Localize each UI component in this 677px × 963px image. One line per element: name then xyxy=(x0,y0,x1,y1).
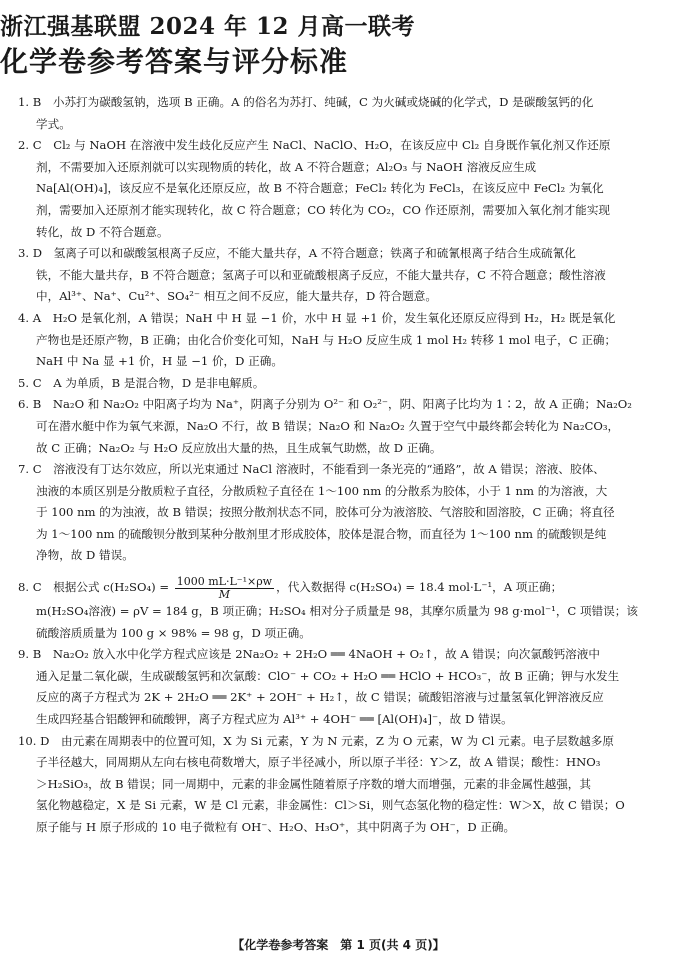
fraction-numerator: 1000 mL·L⁻¹×ρw xyxy=(176,574,273,588)
answer-line: 2. C Cl₂ 与 NaOH 在溶液中发生歧化反应产生 NaCl、NaClO、H₂O，在该反应中 Cl₂ 自身既作氧化剂又作还原 xyxy=(18,138,611,153)
answer-line: 中，Al³⁺、Na⁺、Cu²⁺、SO₄²⁻ 相互之间不反应，能大量共存，D 符合题意。 xyxy=(36,289,437,304)
page-footer: 【化学卷参考答案 第 1 页(共 4 页)】 xyxy=(232,938,445,952)
answer-line: 可在潜水艇中作为氧气来源，Na₂O 不行，故 B 错误；Na₂O 和 Na₂O₂ 久置于空气中最终都会转化为 Na₂CO₃， xyxy=(36,418,620,433)
answer-line: ，代入数据得 c(H₂SO₄) = 18.4 mol·L⁻¹，A 项正确； xyxy=(276,580,563,595)
page-subtitle: 化学卷参考答案与评分标准 xyxy=(0,45,349,78)
answer-line: 10. D 由元素在周期表中的位置可知，X 为 Si 元素，Y 为 N 元素，Z 为 O 元素，W 为 Cl 元素。电子层数越多原 xyxy=(18,733,614,748)
answer-item-2 xyxy=(18,135,659,243)
answer-line: 7. C 溶液没有丁达尔效应，所以光束通过 NaCl 溶液时，不能看到一条光亮的“通路”，故 A 错误；溶液、胶体、 xyxy=(18,462,605,477)
answer-line: 学式。 xyxy=(36,116,71,131)
answer-line: 氢化物越稳定，X 是 Si 元素，W 是 Cl 元素，非金属性：Cl＞Si，则气态氢化物的稳定性：W＞X，故 C 错误；O xyxy=(36,798,625,813)
formula-fraction xyxy=(175,576,274,601)
answer-line: 反应的离子方程式为 2K + 2H₂O ══ 2K⁺ + 2OH⁻ + H₂↑，故 C 错误；硫酸铝溶液与过量氢氧化钾溶液反应 xyxy=(36,690,604,705)
answer-line: 4. A H₂O 是氧化剂，A 错误；NaH 中 H 显 −1 价，水中 H 显 +1 价，发生氧化还原反应得到 H₂，H₂ 既是氧化 xyxy=(18,310,616,325)
answer-line: 生成四羟基合铝酸钾和硫酸钾，离子方程式应为 Al³⁺ + 4OH⁻ ══ [Al(OH)₄]⁻，故 D 错误。 xyxy=(36,712,513,727)
answer-line: 剂，不需要加入还原剂就可以实现物质的转化，故 A 不符合题意；Al₂O₃ 与 NaOH 溶液反应生成 xyxy=(36,159,537,174)
answer-item-3 xyxy=(18,243,659,308)
answer-line: 净物，故 D 错误。 xyxy=(36,548,134,563)
answer-item-4 xyxy=(18,308,659,373)
answer-line: Na[Al(OH)₄]，该反应不是氧化还原反应，故 B 不符合题意；FeCl₂ 转化为 FeCl₃，在该反应中 FeCl₂ 为氧化 xyxy=(36,181,604,196)
answer-item-8 xyxy=(18,573,659,644)
answer-line: 于 100 nm 的为浊液，故 B 错误；按照分散剂状态不同，胶体可分为液溶胶、气溶胶和固溶胶，C 正确；将直径 xyxy=(36,505,615,520)
answer-line: 5. C A 为单质，B 是混合物，D 是非电解质。 xyxy=(18,375,265,390)
answer-line: 子半径越大，同周期从左向右核电荷数增大，原子半径减小，所以原子半径：Y＞Z，故 A 错误；酸性：HNO₃ xyxy=(36,755,601,770)
fraction-denominator: M xyxy=(218,587,231,601)
answer-item-6 xyxy=(18,394,659,459)
answer-item-1 xyxy=(18,92,659,135)
answer-line: NaH 中 Na 显 +1 价，H 显 −1 价，D 正确。 xyxy=(36,354,283,369)
answer-line: 8. C 根据公式 c(H₂SO₄) = xyxy=(18,580,173,595)
answer-line: 浊液的本质区别是分散质粒子直径，分散质粒子直径在 1～100 nm 的分散系为胶体，小于 1 nm 的为溶液，大 xyxy=(36,483,608,498)
answer-item-5 xyxy=(18,373,659,395)
answer-item-7 xyxy=(18,459,659,567)
answer-item-10 xyxy=(18,731,659,839)
answer-line: 故 C 正确；Na₂O₂ 与 H₂O 反应放出大量的热，且生成氧气助燃，故 D 正确。 xyxy=(36,440,442,455)
answer-line: 1. B 小苏打为碳酸氢钠，选项 B 正确。A 的俗名为苏打、纯碱，C 为火碱或烧碱的化学式，D 是碳酸氢钙的化 xyxy=(18,95,594,109)
page-title: 浙江强基联盟 2024 年 12 月高一联考 xyxy=(0,13,416,40)
answer-line: 原子能与 H 原子形成的 10 电子微粒有 OH⁻、H₂O、H₃O⁺，其中阴离子为 OH⁻，D 正确。 xyxy=(36,820,516,834)
answer-line: 铁，不能大量共存，B 不符合题意；氢离子可以和亚硫酸根离子反应，不能大量共存，C 不符合题意；酸性溶液 xyxy=(36,267,606,282)
answer-line: m(H₂SO₄溶液) = ρV = 184 g，B 项正确；H₂SO₄ 相对分子质量是 98，其摩尔质量为 98 g·mol⁻¹，C 项错误；该 xyxy=(36,604,638,619)
answer-line: 为 1～100 nm 的硫酸钡分散到某种分散剂里才形成胶体，胶体是混合物，而直径为 1～100 nm 的硫酸钡是纯 xyxy=(36,526,607,541)
answer-line: 产物也是还原产物，B 正确；由化合价变化可知，NaH 与 H₂O 反应生成 1 mol H₂ 转移 1 mol 电子，C 正确； xyxy=(36,332,617,347)
answer-line: 通入足量二氧化碳，生成碳酸氢钙和次氯酸：ClO⁻ + CO₂ + H₂O ══ HClO + HCO₃⁻，故 B 正确；钾与水发生 xyxy=(36,668,620,683)
answer-line: 剂，需要加入还原剂才能实现转化，故 C 符合题意；CO 转化为 CO₂，CO 作还原剂，需要加入氧化剂才能实现 xyxy=(36,202,611,217)
answer-line: ＞H₂SiO₃，故 B 错误；同一周期中，元素的非金属性随着原子序数的增大而增强，元素的非金属性越强，其 xyxy=(36,776,591,791)
answer-line-formula xyxy=(18,573,659,601)
answer-line: 9. B Na₂O₂ 放入水中化学方程式应该是 2Na₂O₂ + 2H₂O ══ 4NaOH + O₂↑，故 A 错误；向次氯酸钙溶液中 xyxy=(18,647,600,662)
answer-line: 3. D 氢离子可以和碳酸氢根离子反应，不能大量共存，A 不符合题意；铁离子和硫氰根离子结合生成硫氰化 xyxy=(18,246,576,261)
answer-line: 6. B Na₂O 和 Na₂O₂ 中阳离子均为 Na⁺，阴离子分别为 O²⁻ 和 O₂²⁻，阴、阳离子比均为 1∶2，故 A 正确；Na₂O₂ xyxy=(18,397,632,412)
answer-list xyxy=(18,92,659,839)
answer-item-9 xyxy=(18,644,659,730)
answer-line: 转化，故 D 不符合题意。 xyxy=(36,224,169,239)
answer-line: 硫酸溶质质量为 100 g × 98% = 98 g，D 项正确。 xyxy=(36,625,311,640)
